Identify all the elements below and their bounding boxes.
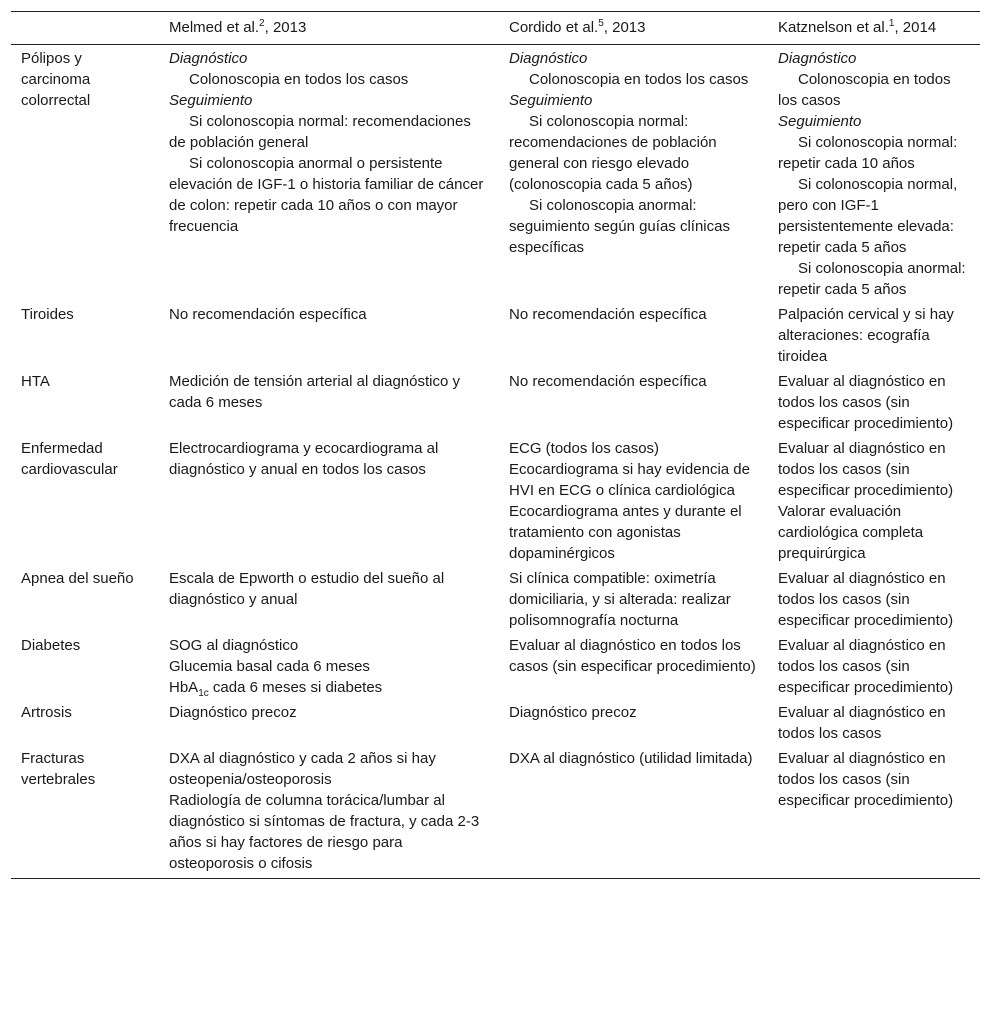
row-label: Tiroides: [21, 306, 74, 323]
cell-line: Colonoscopia en todos los casos: [778, 71, 951, 109]
table-row: [11, 45, 980, 303]
header-cordido-author: Cordido et al.: [509, 19, 599, 36]
subheading-seguimiento: Seguimiento: [778, 113, 862, 130]
table-row: [11, 302, 980, 369]
cell-melmed: [159, 45, 499, 303]
comparison-table: [11, 11, 980, 879]
cell-cordido: No recomendación específica: [509, 306, 707, 323]
comparison-table-wrapper: [11, 11, 980, 879]
cell-line: Si colonoscopia normal: recomendaciones de población general con riesgo elevado (colonoscopia cada 5 años): [509, 113, 717, 193]
cell-line: Si colonoscopia anormal: seguimiento según guías clínicas específicas: [509, 197, 730, 256]
hba-subscript: 1c: [198, 688, 209, 699]
row-label: Apnea del sueño: [21, 570, 134, 587]
header-cordido: [499, 12, 768, 45]
table-row: [11, 369, 980, 436]
header-katz-author: Katznelson et al.: [778, 19, 889, 36]
header-melmed: [159, 12, 499, 45]
subheading-diagnostico: Diagnóstico: [509, 50, 588, 67]
cell-katznelson: Evaluar al diagnóstico en todos los casos: [778, 704, 946, 742]
header-katz-ref: 1: [888, 18, 895, 29]
table-row: [11, 633, 980, 700]
cell-katznelson: Palpación cervical y si hay alteraciones: ecografía tiroidea: [778, 306, 954, 365]
cell-line: Evaluar al diagnóstico en todos los casos (sin especificar procedimiento): [778, 440, 954, 499]
row-label: Fracturas vertebrales: [11, 746, 159, 879]
cell-line: Si colonoscopia normal, pero con IGF-1 persistentemente elevada: repetir cada 5 años: [778, 176, 958, 256]
cell-katznelson: [768, 436, 980, 566]
header-row: [11, 12, 980, 45]
row-label: Artrosis: [21, 704, 72, 721]
cell-line: Valorar evaluación cardiológica completa prequirúrgica: [778, 503, 924, 562]
cell-cordido: DXA al diagnóstico (utilidad limitada): [499, 746, 768, 879]
cell-katznelson: Evaluar al diagnóstico en todos los casos (sin especificar procedimiento): [778, 637, 954, 696]
row-label: Pólipos y carcinoma colorrectal: [21, 50, 91, 109]
cell-cordido: [499, 45, 768, 303]
cell-katznelson: Evaluar al diagnóstico en todos los casos (sin especificar procedimiento): [778, 570, 954, 629]
cell-line: DXA al diagnóstico y cada 2 años si hay osteopenia/osteoporosis: [169, 750, 436, 788]
header-melmed-author: Melmed et al.: [169, 19, 260, 36]
table-row: [11, 436, 980, 566]
cell-line: SOG al diagnóstico: [169, 637, 299, 654]
cell-line: Glucemia basal cada 6 meses: [169, 658, 370, 675]
cell-melmed: [159, 746, 499, 879]
cell-melmed: [159, 633, 499, 700]
header-katz-year: , 2014: [894, 19, 937, 36]
table-row: [11, 700, 980, 746]
row-label: HTA: [21, 373, 50, 390]
cell-line: Ecocardiograma si hay evidencia de HVI en ECG o clínica cardiológica: [509, 461, 750, 499]
cell-line: Ecocardiograma antes y durante el tratamiento con agonistas dopaminérgicos: [509, 503, 742, 562]
cell-line: Radiología de columna torácica/lumbar al diagnóstico si síntomas de fractura, y cada 2-3 años si hay factores de riesgo para osteoporosis o cifosis: [169, 792, 480, 872]
cell-line: Colonoscopia en todos los casos: [529, 71, 749, 88]
cell-melmed: Diagnóstico precoz: [169, 704, 297, 721]
cell-katznelson: [768, 45, 980, 303]
cell-cordido: Diagnóstico precoz: [509, 704, 637, 721]
header-katznelson: [768, 12, 980, 45]
cell-cordido: Evaluar al diagnóstico en todos los casos (sin especificar procedimiento): [509, 637, 756, 675]
cell-line: Si colonoscopia normal: repetir cada 10 años: [778, 134, 958, 172]
row-label: Enfermedad cardiovascular: [21, 440, 118, 478]
header-cordido-ref: 5: [598, 18, 604, 29]
cell-melmed: No recomendación específica: [169, 306, 367, 323]
cell-line: Si colonoscopia anormal o persistente elevación de IGF-1 o historia familiar de cáncer de colon: repetir cada 10 años o con mayor frecuencia: [169, 155, 484, 235]
row-label: Diabetes: [21, 637, 81, 654]
cell-line: Si colonoscopia anormal: repetir cada 5 años: [778, 260, 966, 298]
hba-label: HbA: [169, 679, 199, 696]
header-melmed-ref: 2: [259, 18, 265, 29]
table-row: [11, 746, 980, 879]
subheading-diagnostico: Diagnóstico: [169, 50, 248, 67]
subheading-diagnostico: Diagnóstico: [778, 50, 857, 67]
cell-cordido: [499, 436, 768, 566]
cell-katznelson: Evaluar al diagnóstico en todos los casos (sin especificar procedimiento): [768, 746, 980, 879]
header-melmed-year: , 2013: [264, 19, 307, 36]
cell-cordido: No recomendación específica: [509, 373, 707, 390]
hba-text: cada 6 meses si diabetes: [208, 679, 383, 696]
cell-line-hba1c: [169, 677, 489, 698]
cell-line: ECG (todos los casos): [509, 440, 660, 457]
cell-line: Colonoscopia en todos los casos: [189, 71, 409, 88]
subheading-seguimiento: Seguimiento: [169, 92, 253, 109]
cell-katznelson: Evaluar al diagnóstico en todos los casos (sin especificar procedimiento): [778, 373, 954, 432]
cell-line: Si colonoscopia normal: recomendaciones de población general: [169, 113, 471, 151]
cell-melmed: Medición de tensión arterial al diagnóstico y cada 6 meses: [169, 373, 460, 411]
header-cordido-year: , 2013: [603, 19, 646, 36]
cell-melmed: Escala de Epworth o estudio del sueño al diagnóstico y anual: [169, 570, 445, 608]
header-empty: [11, 12, 159, 45]
subheading-seguimiento: Seguimiento: [509, 92, 593, 109]
table-row: [11, 566, 980, 633]
cell-cordido: Si clínica compatible: oximetría domiciliaria, y si alterada: realizar polisomnografía nocturna: [509, 570, 731, 629]
cell-melmed: Electrocardiograma y ecocardiograma al diagnóstico y anual en todos los casos: [169, 440, 439, 478]
